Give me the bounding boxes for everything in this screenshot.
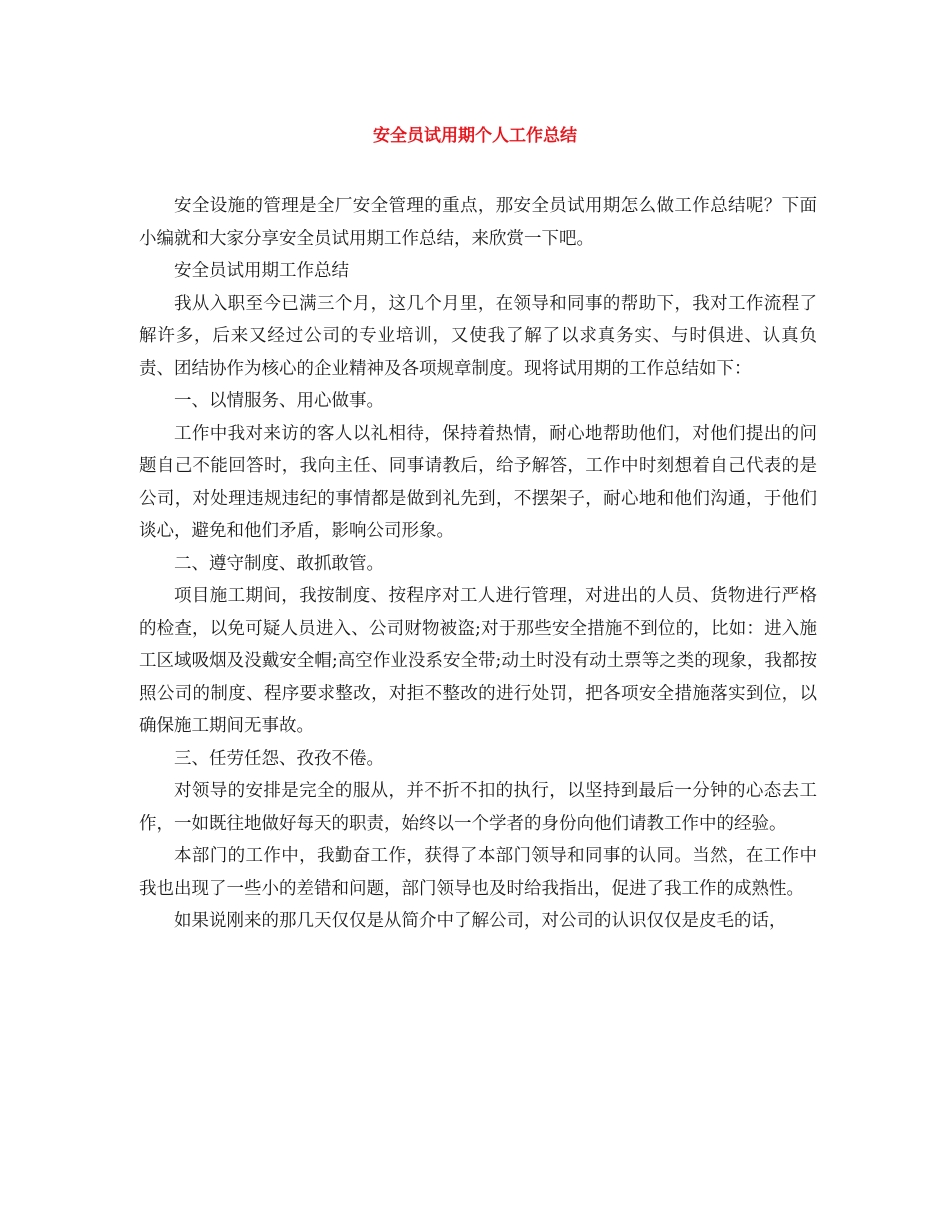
section-heading-2: 二、遵守制度、敢抓敢管。 [174,553,384,574]
paragraph-intro: 安全设施的管理是全厂安全管理的重点，那安全员试用期怎么做工作总结呢？下面小编就和大家分享安全员试用期工作总结，来欣赏一下吧。 [139,196,817,249]
section-heading-1: 一、以情服务、用心做事。 [174,391,384,411]
paragraph-section-1: 工作中我对来访的客人以礼相待，保持着热情，耐心地帮助他们，对他们提出的问题自己不能回答时，我向主任、同事请教后，给予解答，工作中时刻想着自己代表的是公司，对处理违规违纪的事情都是做到礼先到，不摆架子，耐心地和他们沟通，于他们谈心，避免和他们矛盾，影响公司形象。 [139,423,817,541]
paragraph-subtitle: 安全员试用期工作总结 [174,261,349,281]
paragraph-continuation: 如果说刚来的那几天仅仅是从简介中了解公司，对公司的认识仅仅是皮毛的话， [174,911,787,931]
paragraph-section-3b: 本部门的工作中，我勤奋工作，获得了本部门领导和同事的认同。当然，在工作中我也出现了一些小的差错和问题，部门领导也及时给我指出，促进了我工作的成熟性。 [139,846,817,899]
paragraph-section-2: 项目施工期间，我按制度、按程序对工人进行管理，对进出的人员、货物进行严格的检查，以免可疑人员进入、公司财物被盗;对于那些安全措施不到位的，比如：进入施工区域吸烟及没戴安全帽;高空作业没系安全带;动土时没有动土票等之类的现象，我都按照公司的制度、程序要求整改，对拒不整改的进行处罚，把各项安全措施落实到位，以确保施工期间无事故。 [139,586,817,736]
paragraph-opening: 我从入职至今已满三个月，这几个月里，在领导和同事的帮助下，我对工作流程了解许多，后来又经过公司的专业培训，又使我了解了以求真务实、与时俱进、认真负责、团结协作为核心的企业精神及各项规章制度。现将试用期的工作总结如下： [139,293,817,379]
document-title: 安全员试用期个人工作总结 [373,126,577,146]
document-body [139,190,817,938]
section-heading-3: 三、任劳任怨、孜孜不倦。 [174,748,384,769]
paragraph-section-3a: 对领导的安排是完全的服从，并不折不扣的执行，以坚持到最后一分钟的心态去工作，一如既往地做好每天的职责，始终以一个学者的身份向他们请教工作中的经验。 [139,781,817,834]
